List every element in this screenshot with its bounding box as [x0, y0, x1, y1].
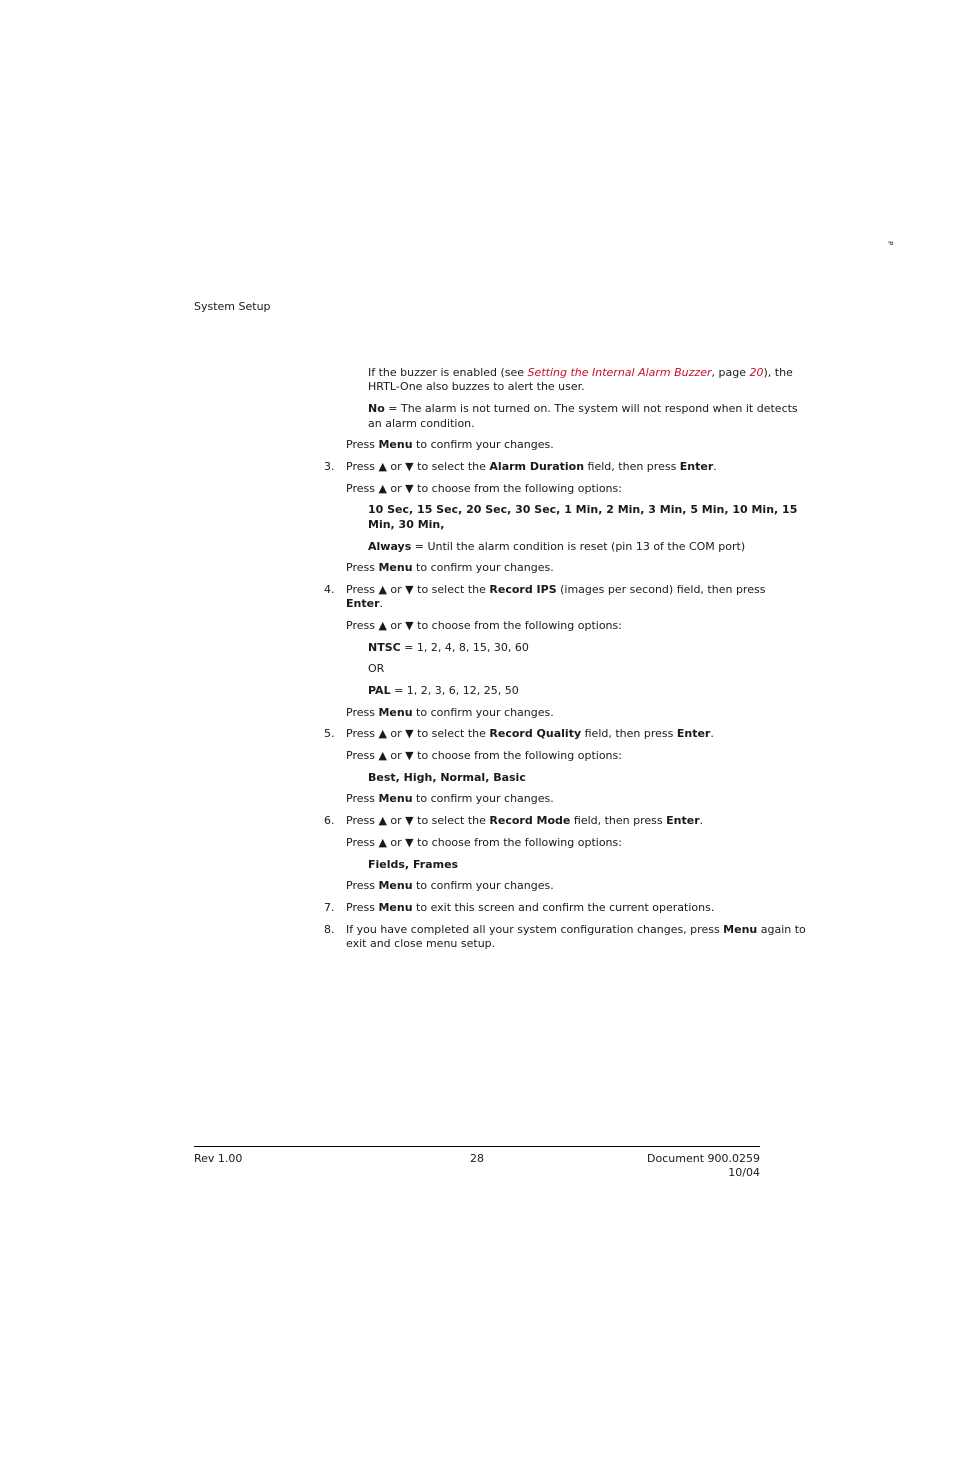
down-arrow-icon: ▼ [405, 814, 414, 827]
up-arrow-icon: ▲ [378, 482, 387, 495]
step7-text: Press Menu to exit this screen and confirm the current operations. [346, 901, 715, 914]
step-number: 3. [324, 460, 335, 473]
footer-page-number: 28 [470, 1152, 484, 1165]
mode-options: Fields, Frames [368, 858, 459, 871]
footer-revision: Rev 1.00 [194, 1152, 243, 1165]
step-number: 8. [324, 923, 335, 936]
no-option-line1: No = The alarm is not turned on. The system will not respond when it detects [368, 402, 798, 415]
down-arrow-icon: ▼ [405, 619, 414, 632]
up-arrow-icon: ▲ [378, 836, 387, 849]
confirm-line: Press Menu to confirm your changes. [346, 561, 554, 574]
always-option: Always = Until the alarm condition is reset (pin 13 of the COM port) [368, 540, 746, 553]
page-ref-link[interactable]: 20 [749, 366, 764, 379]
choose-line: Press ▲ or ▼ to choose from the following options: [346, 482, 622, 495]
no-option-line2: an alarm condition. [368, 417, 475, 430]
down-arrow-icon: ▼ [405, 727, 414, 740]
confirm-line: Press Menu to confirm your changes. [346, 792, 554, 805]
down-arrow-icon: ▼ [405, 460, 414, 473]
up-arrow-icon: ▲ [378, 460, 387, 473]
choose-line: Press ▲ or ▼ to choose from the following options: [346, 836, 622, 849]
confirm-line: Press Menu to confirm your changes. [346, 879, 554, 892]
pal-options: PAL = 1, 2, 3, 6, 12, 25, 50 [368, 684, 519, 697]
footer-document-date: 10/04 [728, 1166, 760, 1179]
buzzer-note-line2: HRTL-One also buzzes to alert the user. [368, 380, 585, 393]
step5-text: Press ▲ or ▼ to select the Record Quality field, then press Enter. [346, 727, 714, 740]
step-number: 7. [324, 901, 335, 914]
step4-text-line2: Enter. [346, 597, 383, 610]
confirm-line: Press Menu to confirm your changes. [346, 706, 554, 719]
corner-mark: P [886, 241, 894, 246]
down-arrow-icon: ▼ [405, 836, 414, 849]
step-number: 6. [324, 814, 335, 827]
up-arrow-icon: ▲ [378, 814, 387, 827]
up-arrow-icon: ▲ [378, 749, 387, 762]
step8-text-line2: exit and close menu setup. [346, 937, 496, 950]
down-arrow-icon: ▼ [405, 749, 414, 762]
ntsc-options: NTSC = 1, 2, 4, 8, 15, 30, 60 [368, 641, 529, 654]
up-arrow-icon: ▲ [378, 727, 387, 740]
choose-line: Press ▲ or ▼ to choose from the following options: [346, 749, 622, 762]
footer-divider [194, 1146, 760, 1147]
step8-text: If you have completed all your system configuration changes, press Menu again to [346, 923, 806, 936]
step-number: 5. [324, 727, 335, 740]
step4-text: Press ▲ or ▼ to select the Record IPS (images per second) field, then press [346, 583, 766, 596]
or-separator: OR [368, 662, 385, 675]
section-title: System Setup [194, 300, 271, 313]
choose-line: Press ▲ or ▼ to choose from the following options: [346, 619, 622, 632]
buzzer-note-line1: If the buzzer is enabled (see Setting the Internal Alarm Buzzer, page 20), the [368, 366, 793, 379]
confirm-line: Press Menu to confirm your changes. [346, 438, 554, 451]
duration-options-line1: 10 Sec, 15 Sec, 20 Sec, 30 Sec, 1 Min, 2 Min, 3 Min, 5 Min, 10 Min, 15 [368, 503, 798, 516]
down-arrow-icon: ▼ [405, 583, 414, 596]
step6-text: Press ▲ or ▼ to select the Record Mode field, then press Enter. [346, 814, 704, 827]
step3-text: Press ▲ or ▼ to select the Alarm Duration field, then press Enter. [346, 460, 717, 473]
quality-options: Best, High, Normal, Basic [368, 771, 526, 784]
up-arrow-icon: ▲ [378, 583, 387, 596]
footer-document-number: Document 900.0259 [647, 1152, 760, 1165]
step-number: 4. [324, 583, 335, 596]
duration-options-line2: Min, 30 Min, [368, 518, 445, 531]
alarm-buzzer-link[interactable]: Setting the Internal Alarm Buzzer [527, 366, 712, 379]
down-arrow-icon: ▼ [405, 482, 414, 495]
up-arrow-icon: ▲ [378, 619, 387, 632]
